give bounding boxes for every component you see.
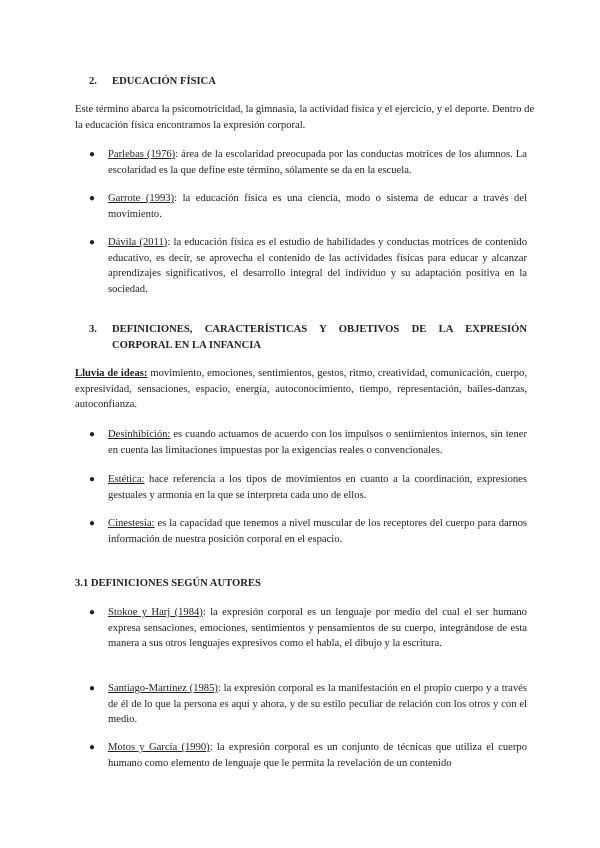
section-2-title: EDUCACIÓN FÍSICA [112, 76, 216, 87]
section-2-number: 2. [89, 76, 97, 87]
bullet-icon: ● [89, 193, 96, 204]
bullet-icon: ● [89, 149, 96, 160]
section-3-number: 3. [89, 324, 97, 335]
bullet-icon: ● [89, 518, 96, 529]
list-item-santiago-martinez [108, 681, 527, 728]
bullet-icon: ● [89, 742, 96, 753]
bullet-icon: ● [89, 474, 96, 485]
definition-text: : la educación física es el estudio de habilidades y conductas motrices de contenido educativo, es decir, se aprovecha el contenido de las actividades físicas para educar y alcanzar aprendizajes significativos, el desarrollo integral del individuo y su adaptación positiva en la sociedad. [108, 237, 527, 295]
section-3-heading [75, 322, 527, 353]
list-item-desinhibicion [108, 427, 527, 458]
author-name: Dávila (2011) [108, 237, 168, 248]
brainstorm-label: Lluvia de ideas: [75, 368, 148, 379]
list-item-davila [108, 235, 527, 297]
brainstorm-paragraph [75, 366, 527, 413]
term-name: Cinestesia: [108, 518, 155, 529]
bullet-icon: ● [89, 607, 96, 618]
bullet-icon: ● [89, 429, 96, 440]
bullet-icon: ● [89, 237, 96, 248]
list-item-parlebas [108, 147, 527, 178]
term-name: Estética: [108, 474, 145, 485]
term-name: Desinhibición: [108, 429, 171, 440]
definition-text: es cuando actuamos de acuerdo con los impulsos o sentimientos internos, sin tener en cuenta las limitaciones impuestas por la exigencias reales o convencionales. [108, 429, 527, 456]
section-3-title: DEFINICIONES, CARACTERÍSTICAS Y OBJETIVOS DE LA EXPRESIÓN CORPORAL EN LA INFANCIA [112, 324, 527, 351]
list-item-estetica [108, 472, 527, 503]
definition-text: : la expresión corporal es un conjunto de técnicas que utiliza el cuerpo humano como elemento de lenguaje que le permita la revelación de un contenido [108, 742, 527, 769]
definition-text: hace referencia a los tipos de movimientos en cuanto a la coordinación, expresiones gestuales y armonía en la que se interpreta cada uno de ellos. [108, 474, 527, 501]
author-name: Santiago-Martínez (1985) [108, 683, 218, 694]
author-name: Parlebas (1976) [108, 149, 176, 160]
brainstorm-text: movimiento, emociones, sentimientos, gestos, ritmo, creatividad, comunicación, cuerpo, expresividad, sensaciones, espacio, energía, autoconocimiento, tiempo, representación, bailes-danzas, autoconfianza. [75, 368, 527, 411]
bullet-icon: ● [89, 683, 96, 694]
list-item-cinestesia [108, 516, 527, 547]
section-3-1-heading: 3.1 DEFINICIONES SEGÚN AUTORES [75, 578, 261, 589]
definition-text: : la expresión corporal es un lenguaje por medio del cual el ser humano expresa sensaciones, emociones, sentimientos y pensamientos de su cuerpo, integrándose de esta manera a sus otros lenguajes expresivos como el habla, el dibujo y la escritura. [108, 607, 527, 650]
definition-text: es la capacidad que tenemos a nivel muscular de los receptores del cuerpo para darnos información de nuestra posición corporal en el espacio. [108, 518, 527, 545]
definition-text: : área de la escolaridad preocupada por las conductas motrices de los alumnos. La escolaridad es la que define este término, sólamente se da en la escuela. [108, 149, 527, 176]
definition-text: : la expresión corporal es la manifestación en el propio cuerpo y a través de él de lo que la persona es aquí y ahora, y de su estilo peculiar de relación con los otros y con el medio. [108, 683, 527, 726]
author-name: Garrote (1993) [108, 193, 175, 204]
list-item-motos-garcia [108, 740, 527, 771]
section-2-heading [75, 74, 527, 90]
list-item-garrote [108, 191, 527, 222]
list-item-stokoe [108, 605, 527, 652]
author-name: Motos y García (1990) [108, 742, 210, 753]
definition-text: : la educación física es una ciencia, modo o sistema de educar a través del movimiento. [108, 193, 527, 220]
section-2-paragraph: Este término abarca la psicomotricidad, la gimnasia, la actividad física y el ejercicio, y el deporte. Dentro de la educación física encontramos la expresión corporal. [75, 104, 535, 131]
author-name: Stokoe y Harj (1984) [108, 607, 203, 618]
